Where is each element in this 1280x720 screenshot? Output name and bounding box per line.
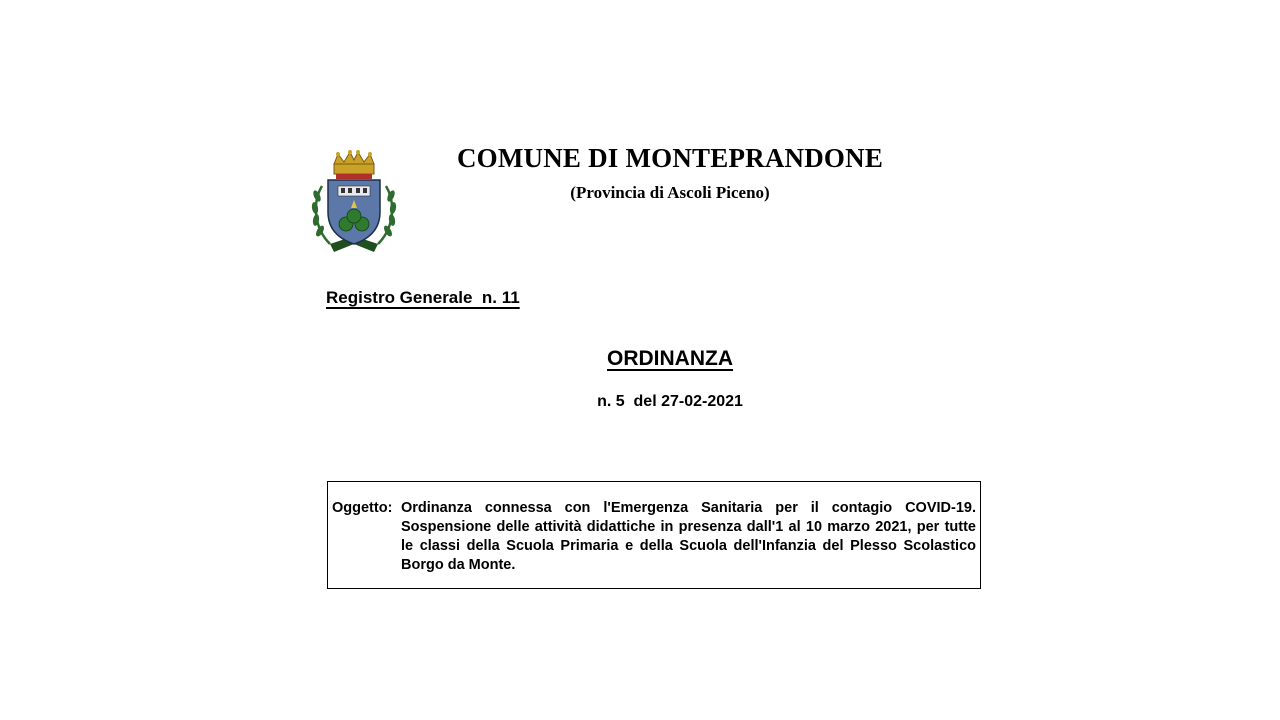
ordinance-number-date: n. 5 del 27-02-2021 [597, 393, 743, 410]
document-type-heading [470, 347, 870, 371]
registro-generale: Registro Generale n. 11 [326, 288, 520, 307]
document-type-label: ORDINANZA [607, 347, 733, 370]
subject-label: Oggetto: [332, 500, 393, 516]
subject-box [327, 481, 981, 589]
subject-text: Ordinanza connessa con l'Emergenza Sanitaria per il contagio COVID-19. Sospensione delle attività didattiche in presenza dall'1 al 10 marzo 2021, per tutte le classi della Scuola Primaria e della Scuola dell'Infanzia del Plesso Scolastico Borgo da Monte. [401, 500, 976, 573]
municipal-crest-icon [308, 148, 400, 256]
municipality-name: COMUNE DI MONTEPRANDONE [456, 143, 884, 173]
province-name: (Provincia di Ascoli Piceno) [570, 183, 770, 202]
